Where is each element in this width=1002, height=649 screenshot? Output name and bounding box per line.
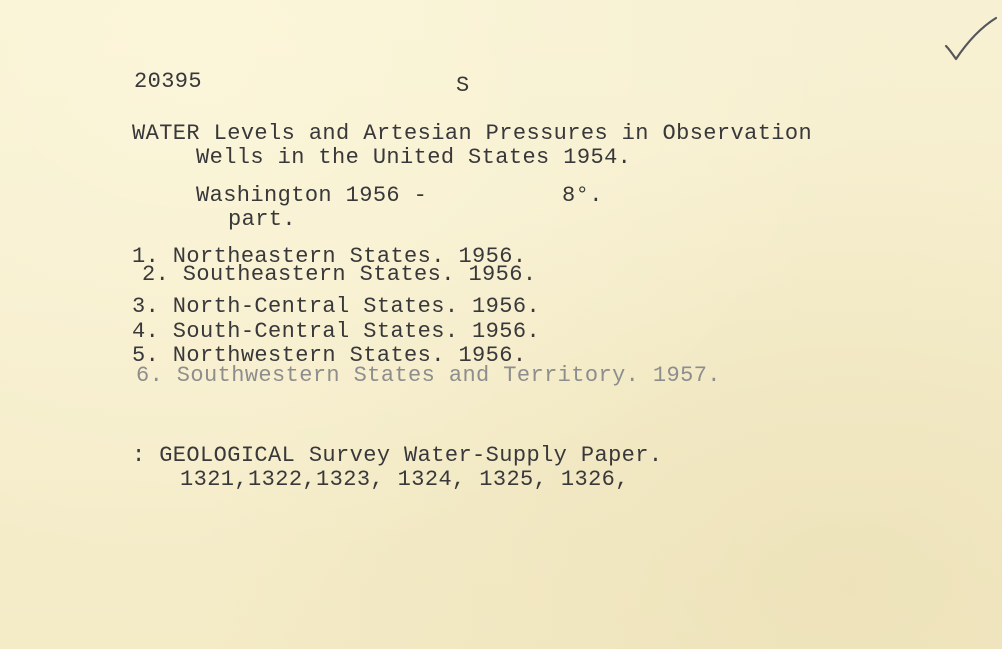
card-number: 20395 <box>134 69 203 94</box>
title-line-1: WATER Levels and Artesian Pressures in Observation <box>132 121 813 146</box>
title-line-2: Wells in the United States 1954. <box>196 145 632 170</box>
part-item: 2. Southeastern States. 1956. <box>142 262 537 287</box>
imprint: Washington 1956 - <box>196 183 428 208</box>
checkmark-icon <box>936 14 1000 66</box>
series-line-1: : GEOLOGICAL Survey Water-Supply Paper. <box>132 443 663 468</box>
series-line-2: 1321,1322,1323, 1324, 1325, 1326, <box>180 467 629 492</box>
part-item: 4. South-Central States. 1956. <box>132 319 541 344</box>
part-label: part. <box>228 207 297 232</box>
part-item: 6. Southwestern States and Territory. 1957. <box>136 363 721 388</box>
part-item: 3. North-Central States. 1956. <box>132 294 541 319</box>
part-item: 1. Northeastern States. 1956. <box>132 244 527 269</box>
format: 8°. <box>562 183 603 208</box>
part-item: 5. Northwestern States. 1956. <box>132 343 527 368</box>
card-marker: S <box>456 73 470 98</box>
